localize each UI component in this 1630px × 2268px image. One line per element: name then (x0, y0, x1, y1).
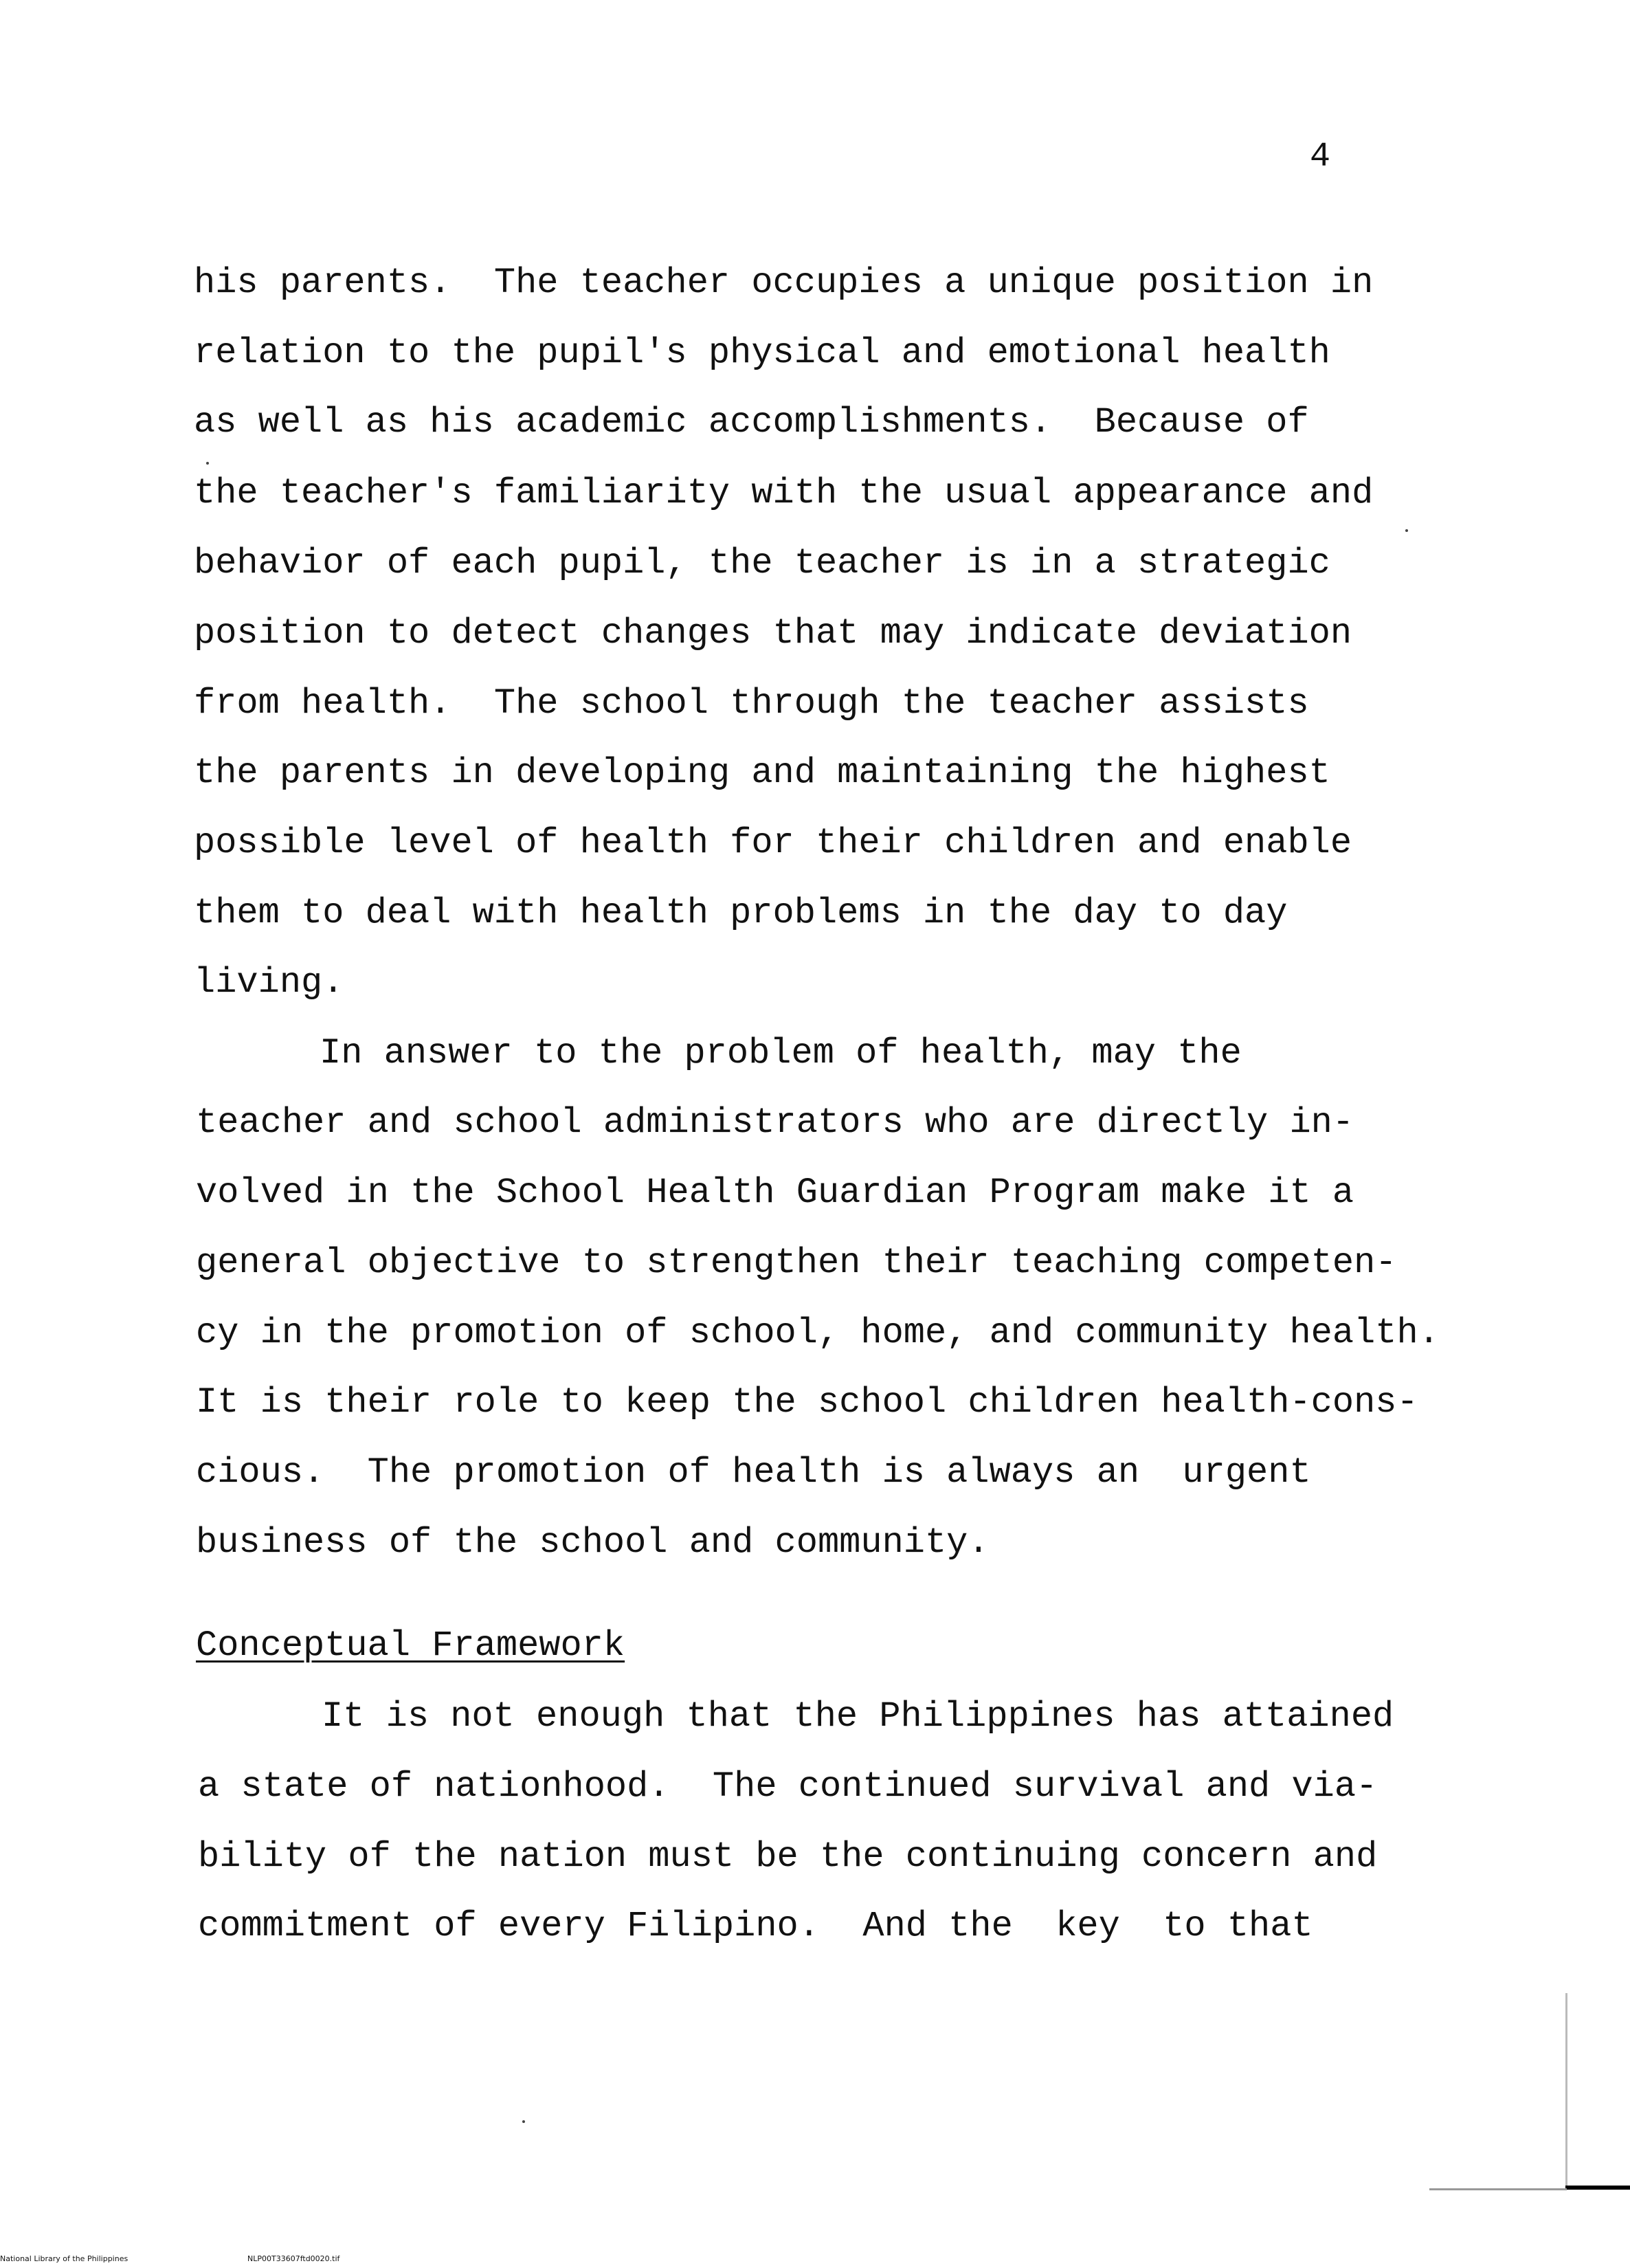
scan-edge-mark (1565, 1993, 1567, 2186)
footer-file-name: NLP00T33607ftd0020.tif (247, 2254, 340, 2263)
text-line: position to detect changes that may indicate deviation (194, 613, 1352, 654)
scan-speck (206, 462, 209, 465)
footer-library-name: National Library of the Philippines (0, 2254, 129, 2263)
scan-speck (522, 2120, 525, 2123)
page-number: 4 (1310, 137, 1331, 177)
text-line: general objective to strengthen their teaching competen- (196, 1243, 1397, 1283)
text-line: relation to the pupil's physical and emotional health (194, 333, 1330, 373)
text-line: a state of nationhood. The continued survival and via- (198, 1766, 1378, 1807)
text-line: bility of the nation must be the continuing concern and (198, 1836, 1378, 1877)
text-line: living. (194, 962, 344, 1003)
text-line: possible level of health for their children and enable (194, 823, 1352, 863)
text-line: from health. The school through the teacher assists (194, 683, 1309, 724)
text-line: commitment of every Filipino. And the key to that (198, 1906, 1313, 1946)
text-line: business of the school and community. (196, 1522, 990, 1563)
text-line: volved in the School Health Guardian Program make it a (196, 1172, 1354, 1213)
text-line: It is their role to keep the school children health-cons- (196, 1382, 1418, 1423)
scan-speck (1405, 529, 1408, 532)
text-line: the parents in developing and maintaining the highest (194, 753, 1330, 793)
scan-edge-mark (1565, 2186, 1630, 2190)
text-line: In answer to the problem of health, may the (320, 1033, 1242, 1074)
scan-edge-mark (1429, 2188, 1567, 2190)
text-line: his parents. The teacher occupies a unique position in (194, 263, 1374, 303)
text-line: cy in the promotion of school, home, and community health. (196, 1313, 1440, 1353)
text-line: teacher and school administrators who are directly in- (196, 1102, 1354, 1143)
text-line: behavior of each pupil, the teacher is in a strategic (194, 543, 1330, 583)
text-line: the teacher's familiarity with the usual appearance and (194, 473, 1374, 513)
text-line: cious. The promotion of health is always an urgent (196, 1452, 1311, 1493)
text-line: them to deal with health problems in the day to day (194, 893, 1288, 933)
section-heading: Conceptual Framework (196, 1625, 625, 1666)
text-line: It is not enough that the Philippines has attained (322, 1696, 1394, 1737)
text-line: as well as his academic accomplishments. Because of (194, 402, 1309, 443)
